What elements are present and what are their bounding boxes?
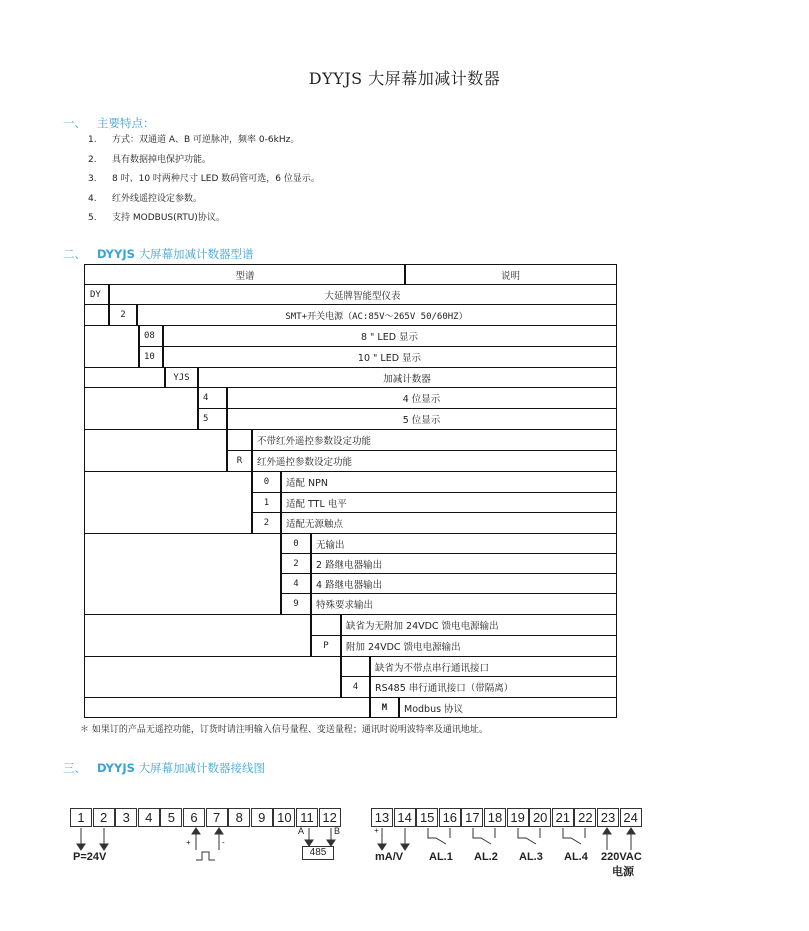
terminal-20: 20 — [529, 808, 551, 827]
feature-number: 5. — [88, 213, 97, 223]
code-5-digits: 5 — [197, 408, 228, 430]
terminal-16: 16 — [439, 808, 461, 827]
rs485-a-label: A — [298, 826, 305, 836]
features-list — [88, 131, 320, 229]
desc-rs485: RS485 串行通讯接口（带隔离） — [369, 676, 617, 698]
feature-number: 1. — [88, 135, 97, 145]
code-10: 10 — [138, 346, 164, 368]
terminal-21: 21 — [552, 808, 574, 827]
desc-ttl: 适配 TTL 电平 — [280, 492, 617, 513]
desc-yjs: 加减计数器 — [197, 367, 617, 388]
desc-5-digits: 5 位显示 — [226, 408, 617, 430]
terminal-22: 22 — [574, 808, 596, 827]
alarm-2-label: AL.2 — [474, 851, 498, 863]
terminal-2: 2 — [93, 808, 115, 827]
code-feed: P — [310, 635, 342, 657]
terminal-23: 23 — [597, 808, 619, 827]
code-08: 08 — [138, 325, 164, 347]
feature-item — [88, 170, 320, 190]
desc-no-feed: 缺省为无附加 24VDC 馈电电源输出 — [340, 614, 617, 636]
blank-cell — [84, 471, 253, 534]
feature-text: 方式：双通道 A、B 可逆脉冲，频率 0-6kHz。 — [112, 135, 300, 145]
terminal-17: 17 — [461, 808, 483, 827]
code-rs485: 4 — [340, 676, 371, 698]
blank-cell — [226, 429, 253, 451]
desc-dy: 大延牌智能型仪表 — [108, 284, 617, 305]
feature-number: 2. — [88, 154, 97, 165]
code-power: 2 — [108, 304, 138, 326]
code-4-relay: 4 — [280, 573, 312, 594]
blank-cell — [84, 697, 371, 718]
blank-cell — [84, 614, 312, 657]
desc-no-output: 无输出 — [310, 533, 617, 554]
terminal-7: 7 — [206, 808, 228, 827]
section-3-heading — [63, 760, 265, 776]
desc-no-remote: 不带红外遥控参数设定功能 — [251, 429, 617, 451]
desc-special: 特殊要求输出 — [310, 593, 617, 615]
blank-cell — [84, 325, 140, 368]
pulse-plus-label: + — [186, 838, 191, 847]
terminal-6: 6 — [183, 808, 205, 827]
blank-cell — [84, 656, 342, 698]
blank-cell — [84, 387, 199, 430]
terminal-5: 5 — [160, 808, 182, 827]
feature-text: 支持 MODBUS(RTU)协议。 — [112, 213, 225, 223]
feature-item — [88, 209, 320, 229]
feature-text: 红外线遥控设定参数。 — [112, 193, 203, 204]
desc-10: 10 " LED 显示 — [162, 346, 617, 368]
code-npn: 0 — [251, 471, 282, 493]
alarm-4-label: AL.4 — [564, 851, 588, 863]
blank-cell — [310, 614, 342, 636]
section-3-title: 大屏幕加减计数器接线图 — [138, 761, 266, 775]
input-plus-label: + — [374, 826, 379, 835]
desc-4-relay: 4 路继电器输出 — [310, 573, 617, 594]
code-2-relay: 2 — [280, 553, 312, 574]
terminal-11: 11 — [296, 808, 318, 827]
page-title: DYYJS 大屏幕加减计数器 — [308, 69, 501, 88]
order-note: ＊ 如果订的产品无遥控功能，订货时请注明输入信号量程、变送量程；通讯时说明波特率及通讯地址。 — [80, 725, 488, 735]
terminal-12: 12 — [319, 808, 341, 827]
section-1-heading — [63, 115, 154, 131]
terminal-4: 4 — [138, 808, 160, 827]
power-24v-label: P=24V — [73, 851, 107, 863]
terminal-8: 8 — [228, 808, 250, 827]
desc-4-digits: 4 位显示 — [226, 387, 617, 409]
desc-no-serial: 缺省为不带点串行通讯接口 — [369, 656, 617, 677]
alarm-3-label: AL.3 — [519, 851, 543, 863]
terminal-13: 13 — [371, 808, 393, 827]
code-4-digits: 4 — [197, 387, 228, 409]
feature-number: 3. — [88, 174, 97, 184]
terminal-24: 24 — [620, 808, 642, 827]
desc-npn: 适配 NPN — [280, 471, 617, 493]
alarm-1-label: AL.1 — [429, 851, 453, 863]
code-passive: 2 — [251, 512, 282, 534]
terminal-14: 14 — [394, 808, 416, 827]
rs485-b-label: B — [334, 826, 341, 836]
code-dy: DY — [84, 284, 110, 305]
feature-item — [88, 151, 320, 171]
desc-08: 8 " LED 显示 — [162, 325, 617, 347]
desc-feed: 附加 24VDC 馈电电源输出 — [340, 635, 617, 657]
feature-number: 4. — [88, 193, 97, 204]
code-remote: R — [226, 450, 253, 472]
blank-cell — [340, 656, 371, 677]
section-1-number: 一、 — [63, 116, 86, 130]
code-yjs: YJS — [164, 367, 199, 388]
blank-cell — [84, 533, 282, 615]
desc-passive: 适配无源触点 — [280, 512, 617, 534]
code-ttl: 1 — [251, 492, 282, 513]
section-2-number: 二、 — [63, 247, 86, 261]
code-special: 9 — [280, 593, 312, 615]
power-supply-label: 电源 — [612, 866, 634, 878]
feature-text: 具有数据掉电保护功能。 — [112, 154, 212, 165]
section-2-brand: DYYJS — [96, 247, 135, 261]
rs485-box: 485 — [302, 846, 334, 860]
wiring-lines — [0, 820, 809, 880]
section-2-title: 大屏幕加减计数器型谱 — [138, 247, 254, 261]
code-modbus: M — [369, 697, 400, 718]
section-3-number: 三、 — [63, 761, 86, 775]
blank-cell — [84, 304, 110, 326]
section-3-brand: DYYJS — [96, 761, 135, 775]
terminal-9: 9 — [251, 808, 273, 827]
terminal-18: 18 — [484, 808, 506, 827]
desc-2-relay: 2 路继电器输出 — [310, 553, 617, 574]
section-1-title: 主要特点： — [96, 116, 155, 130]
analog-input-label: mA/V — [375, 851, 404, 863]
terminal-10: 10 — [273, 808, 295, 827]
header-description: 说明 — [404, 264, 617, 285]
blank-cell — [84, 429, 228, 472]
blank-cell — [84, 367, 166, 388]
desc-modbus: Modbus 协议 — [398, 697, 617, 718]
header-model: 型谱 — [84, 264, 406, 285]
desc-remote: 红外遥控参数设定功能 — [251, 450, 617, 472]
feature-item — [88, 131, 320, 151]
terminal-3: 3 — [115, 808, 137, 827]
code-no-output: 0 — [280, 533, 312, 554]
pulse-minus-label: - — [222, 838, 225, 847]
section-2-heading — [63, 246, 254, 262]
feature-item — [88, 190, 320, 210]
terminal-15: 15 — [416, 808, 438, 827]
desc-power: SMT+开关电源（AC:85V～265V 50/60HZ） — [136, 304, 617, 326]
feature-text: 8 吋、10 吋两种尺寸 LED 数码管可选，6 位显示。 — [112, 174, 320, 184]
terminal-1: 1 — [70, 808, 92, 827]
terminal-19: 19 — [507, 808, 529, 827]
ac-power-label: 220VAC — [601, 851, 642, 863]
